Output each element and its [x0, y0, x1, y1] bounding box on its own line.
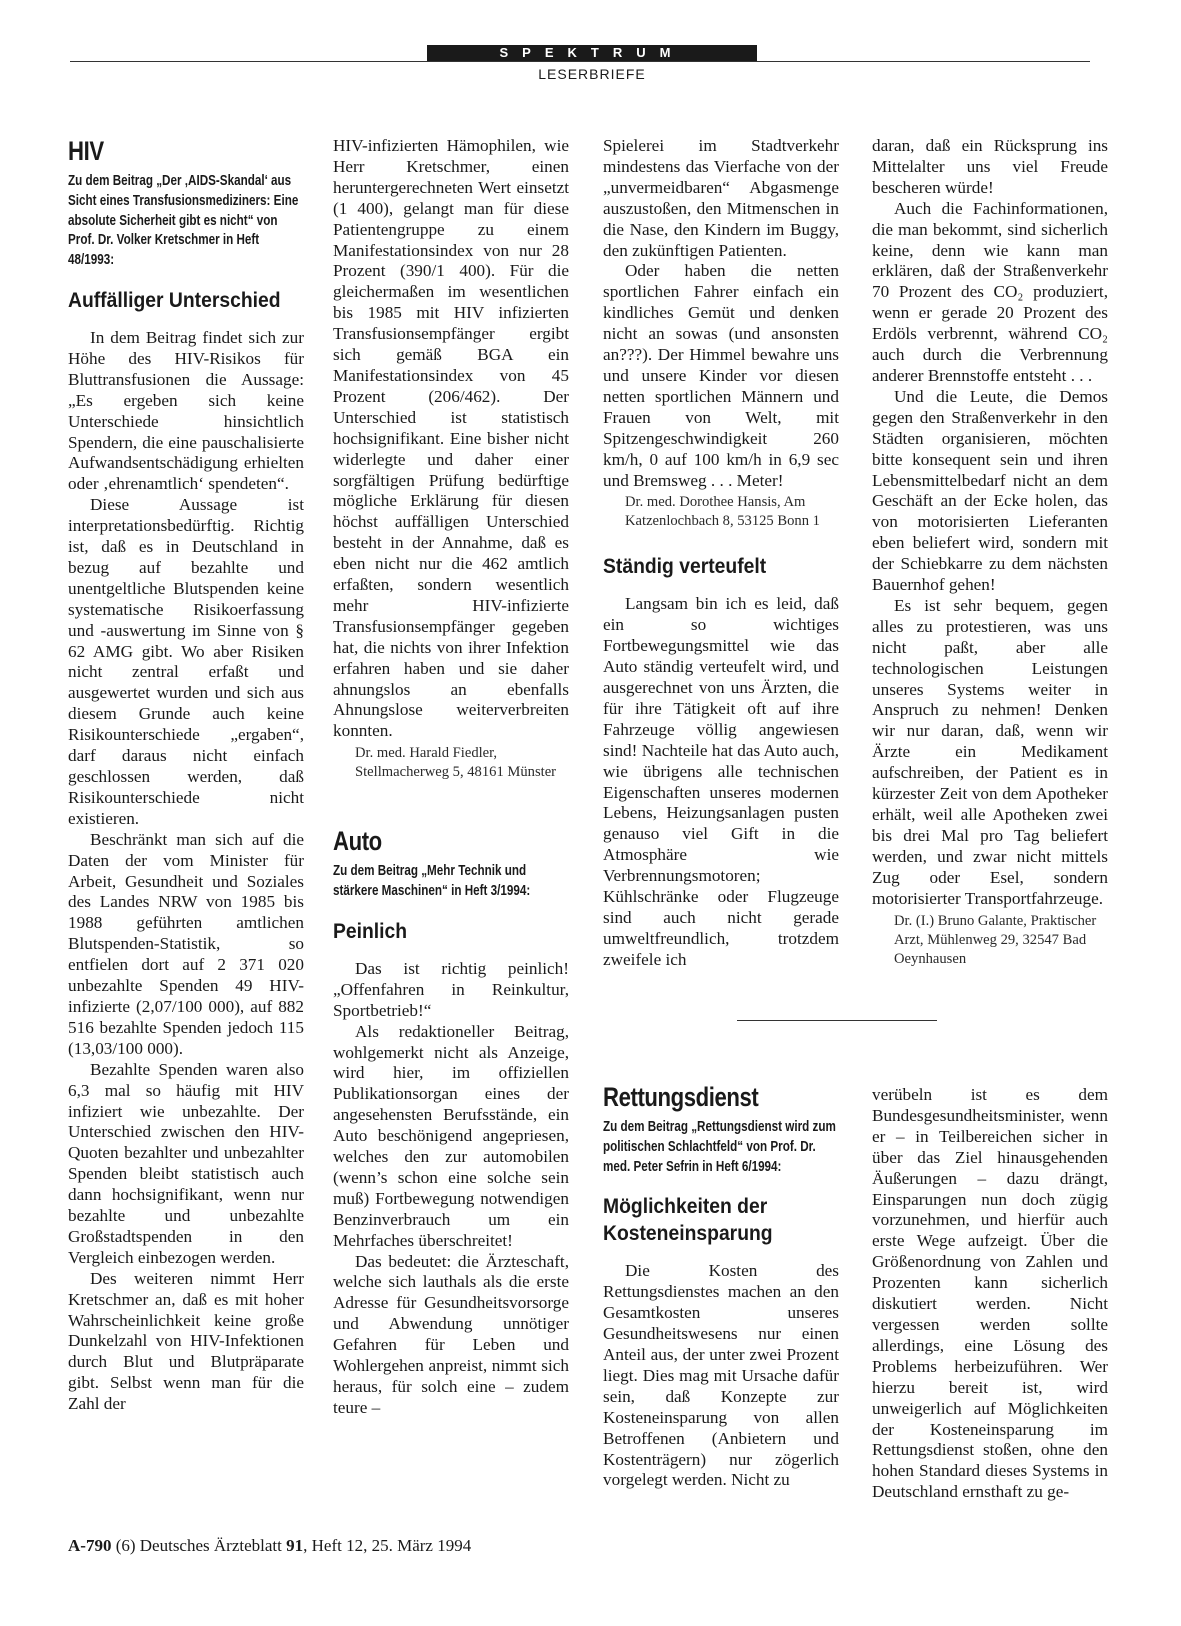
header-rule [70, 61, 1090, 62]
column-1 [68, 136, 304, 1415]
paragraph: In dem Beitrag findet sich zur Höhe des HIV-Risikos für Bluttransfusionen die Aussage: „Es ergeben sich keine Unterschiede hinsichtlich Spendern, die eine pauschalisierte Aufwandsentschädigung erhielten oder ‚ehrenamtlich‘ spendeten“. [68, 327, 304, 494]
paragraph: Langsam bin ich es leid, daß ein so wichtiges Fortbewegungsmittel wie das Auto ständig verteufelt wird, und ausgerechnet von uns Ärzten, die für ihre Tätigkeit oft auf ihre Fahrzeuge völlig angewiesen sind! Nachteile hat das Auto auch, wie übrigens alle technischen Eigenschaften unseres modernen Lebens, Heizungsanlagen pusten genauso viel Gift in die Atmosphäre wie Verbrennungsmotoren; Kühlschränke oder Flugzeuge sind auch nicht gerade umweltfreundlich, trotzdem zweifele ich [603, 594, 839, 969]
letter-signature: Dr. med. Dorothee Hansis, Am Katzenlochbach 8, 53125 Bonn 1 [625, 494, 820, 530]
paragraph: Spielerei im Stadtverkehr mindestens das Vierfache von der „unvermeidbaren“ Abgasmenge auszustoßen, den Mitmenschen in die Nase, den Kindern im Buggy, den zukünftigen Patienten. [603, 136, 839, 260]
page-code: A-790 [68, 1536, 112, 1555]
paragraph: Die Kosten des Rettungsdienstes machen an den Gesamtkosten unseres Gesundheitswesens nur einen Anteil aus, der unter zwei Prozent liegt. Dies mag mit Ursache dafür sein, daß Konzepte zur Kosteneinsparung von allen Betroffenen (Anbietern und Kostenträgern) nur zögerlich vorgelegt werden. Nicht zu [603, 1261, 839, 1490]
paragraph: Diese Aussage ist interpretationsbedürftig. Richtig ist, daß es in Deutschland in bezug auf bezahlte und unentgeltliche Blutspenden keine systematische Risikoerfassung und -auswertung im Sinne von § 62 AMG gibt. Wo aber Risiken nicht zentral erfaßt und ausgewertet wurden und sich aus diesem Grunde auch keine Risikounterschiede „ergaben“, darf daraus nicht einfach geschlossen werden, daß Risikounterschiede nicht existieren. [68, 495, 304, 828]
article-intro: Zu dem Beitrag „Mehr Technik und stärkere Maschinen“ in Heft 3/1994: [333, 863, 531, 900]
letter-signature: Dr. med. Harald Fiedler, Stellmacherweg 5, 48161 Münster [355, 745, 557, 781]
column-4-lower [872, 1085, 1108, 1503]
column-3 [603, 136, 839, 971]
subsection-label: LESERBRIEFE [538, 66, 646, 82]
paragraph: verübeln ist es dem Bundesgesundheitsminister, wenn er – in Teilbereichen sicher in über das Ziel hinausgehenden Äußerungen – dazu drängt, Einsparungen nun doch zügig vorzunehmen, und hierfür auch erste Wege aufzeigt. Über die Größenordnung von Zahlen und Prozenten kann sicherlich diskutiert werden. Nicht vergessen werden sollte allerdings, eine Lösung des Problems herbeizuführen. Wer hierzu bereit ist, wird unweigerlich auf Möglichkeiten der Kosteneinsparung im Rettungsdienst stoßen, ohne den hohen Standard dieses Systems in Deutschland ernsthaft zu ge- [872, 1085, 1108, 1502]
column-3-lower [603, 1082, 839, 1491]
article-intro: Zu dem Beitrag „Rettungsdienst wird zum politischen Schlachtfeld“ von Prof. Dr. med. Peter Sefrin in Heft 6/1994: [603, 1119, 836, 1175]
topic-heading-rettungsdienst: Rettungsdienst [603, 1082, 759, 1112]
column-2 [333, 136, 569, 1419]
paragraph: Auch die Fachinformationen, die man bekommt, sind sicherlich keine, denn wie kann man erklären, daß der Straßenverkehr 70 Prozent des CO₂ produziert, wenn er gerade 20 Prozent des Erdöls verbrennt, während CO₂ auch durch die Verbrennung anderer Brennstoffe entsteht . . . [872, 198, 1108, 385]
paragraph: Oder haben die netten sportlichen Fahrer einfach ein kindliches Gemüt und denken nicht an sowas (und ansonsten an???). Der Himmel bewahre uns und unsere Kinder vor diesen netten sportlichen Männern und Frauen von Welt, mit Spitzengeschwindigkeit 260 km/h, 0 auf 100 km/h in 6,9 sec und Bremsweg . . . Meter! [603, 261, 839, 490]
paragraph: Das bedeutet: die Ärzteschaft, welche sich lauthals als die erste Adresse für Gesundheitsvorsorge und Abwendung unnötiger Gefahren für Leben und Wohlergehen anpreist, nimmt sich heraus, für solch eine – zudem teure – [333, 1251, 569, 1417]
article-separator [737, 1020, 937, 1021]
paragraph: HIV-infizierten Hämophilen, wie Herr Kretschmer, einen heruntergerechneten Wert einsetzt (1 400), gelangt man für diese Patientengruppe zu einem Manifestationsindex von nur 28 Prozent (390/1 400). Für die gleichermaßen im wesentlichen bis 1985 mit HIV infizierten Transfusionsempfänger ergibt sich gemäß BGA ein Manifestationsindex von 45 Prozent (206/462). Der Unterschied ist statistisch hochsignifikant. Eine bisher nicht widerlegte und daher einer sorgfältigen Prüfung bedürftige mögliche Erklärung für diesen höchst auffälligen Unterschied besteht in der Annahme, daß es eben nicht nur die 462 amtlich erfaßten, sondern wesentlich mehr HIV-infizierte Transfusionsempfänger gegeben hat, die nichts von ihrer Infektion erfahren haben und sie daher ahnungslos an ebenfalls Ahnungslose weiterverbreiten konnten. [333, 136, 569, 741]
article-intro: Zu dem Beitrag „Der ‚AIDS-Skandal‘ aus Sicht eines Transfusionsmediziners: Eine absolute Sicherheit gibt es nicht“ von Prof. Dr. Volker Kretschmer in Heft 48/1993: [68, 173, 299, 269]
section-banner: SPEKTRUM [427, 45, 757, 61]
volume-number: 91 [286, 1536, 304, 1555]
letter-headline: Auffälliger Unterschied [68, 288, 281, 312]
paragraph: Des weiteren nimmt Herr Kretschmer an, daß es mit hoher Wahrscheinlichkeit keine große Dunkelzahl von HIV-Infektionen durch Blut und Blutpräparate gibt. Selbst wenn man für die Zahl der [68, 1268, 304, 1414]
page-footer [68, 1536, 471, 1556]
letter-headline: Ständig verteufelt [603, 555, 767, 579]
letter-headline: Peinlich [333, 919, 408, 943]
paragraph: Es ist sehr bequem, gegen alles zu protestieren, was uns nicht paßt, aber alle technologischen Leistungen unseres Systems weiter in Anspruch zu nehmen! Denken wir nur daran, daß, wenn wir Ärzte ein Medikament aufschreiben, der Patient es in kürzester Zeit von dem Apotheker erhält, weil alle Apotheken zwei bis drei Mal pro Tag beliefert werden, und zwar nicht mittels Zug oder Esel, sondern motorisierter Transportfahrzeuge. [872, 595, 1108, 908]
paragraph: daran, daß ein Rücksprung ins Mittelalter uns viel Freude bescheren würde! [872, 136, 1108, 197]
issue-info: , Heft 12, 25. März 1994 [303, 1536, 472, 1555]
paragraph: Bezahlte Spenden waren also 6,3 mal so häufig mit HIV infiziert wie unbezahlte. Der Unterschied zwischen den HIV-Quoten bezahlter und unbezahlter Spenden bleibt statistisch auch dann hochsignifikant, wenn nur bezahlte und unbezahlte Großstadtspenden in den Vergleich einbezogen werden. [68, 1059, 304, 1267]
letter-headline: Möglichkeiten der Kosteneinsparung [603, 1195, 773, 1246]
paragraph: Und die Leute, die Demos gegen den Straßenverkehr in den Städten organisieren, möchten bitte konsequent sein und ihren Lebensmittelbedarf nicht an dem Geschäft an der Ecke holen, das von motorisierten Lieferanten eben beliefert wird, sondern mit der Schiebkarre zu dem nächsten Bauernhof gehen! [872, 386, 1108, 595]
column-4 [872, 136, 1108, 969]
topic-heading-hiv: HIV [68, 136, 104, 166]
paragraph: Das ist richtig peinlich! „Offenfahren in Reinkultur, Sportbetrieb!“ [333, 958, 569, 1020]
footer-text: (6) Deutsches Ärzteblatt [115, 1536, 282, 1555]
topic-heading-auto: Auto [333, 826, 382, 857]
paragraph: Beschränkt man sich auf die Daten der vom Minister für Arbeit, Gesundheit und Soziales des Landes NRW von 1985 bis 1988 geführten amtlichen Blutspenden-Statistik, so entfielen dort auf 2 371 020 unbezahlte Spenden 49 HIV-infizierte (2,07/100 000), auf 882 516 bezahlte Spenden jedoch 115 (13,03/100 000). [68, 829, 304, 1058]
paragraph: Als redaktioneller Beitrag, wohlgemerkt nicht als Anzeige, wird hier, im offiziellen Publikationsorgan eines der angesehensten Berufsstände, ein Auto beschönigend angepriesen, welches den zur automobilen (wenn’s schon eine solche sein muß) Fortbewegung notwendigen Benzinverbrauch um ein Mehrfaches überschreitet! [333, 1021, 569, 1250]
letter-signature: Dr. (I.) Bruno Galante, Praktischer Arzt, Mühlenweg 29, 32547 Bad Oeynhausen [894, 912, 1097, 967]
